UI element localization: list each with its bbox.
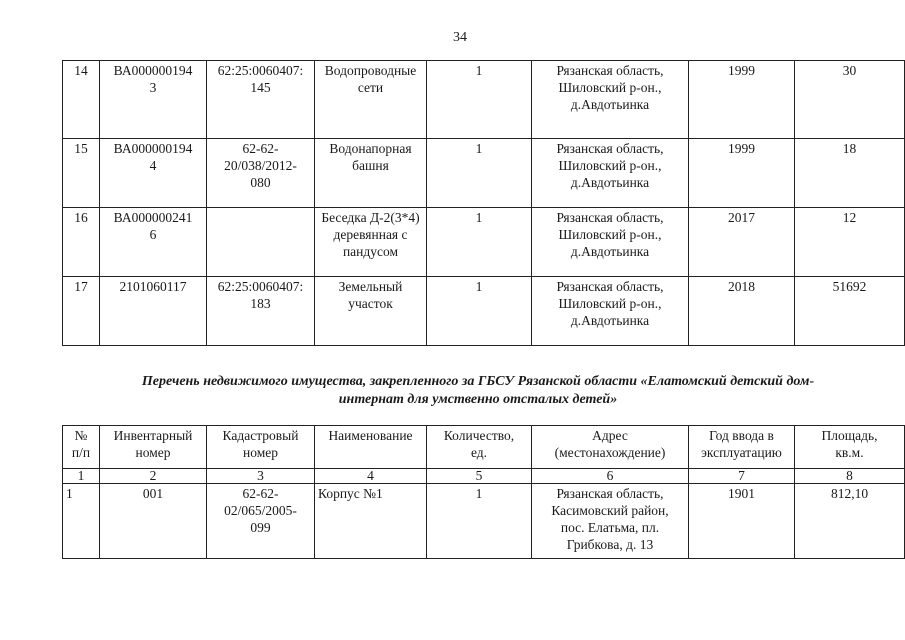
cell-name-line: пандусом: [342, 244, 399, 259]
column-number-line: 5: [475, 468, 483, 483]
cell-name-line: Водонапорная: [329, 141, 412, 156]
cell-inventory-number: [100, 208, 207, 277]
cell-quantity: [427, 208, 532, 277]
cell-name-line: башня: [352, 158, 389, 173]
cell-year: [689, 484, 795, 559]
cell-area: [795, 277, 905, 346]
cell-number-line: 1: [66, 486, 73, 501]
cell-quantity: [427, 139, 532, 208]
cell-name-line: участок: [348, 296, 393, 311]
cell-year: [689, 139, 795, 208]
section-heading: [108, 373, 848, 409]
column-header-line: Год ввода в: [709, 428, 774, 443]
cell-cadastral-number: [207, 139, 315, 208]
column-header: [795, 426, 905, 469]
cell-area: [795, 139, 905, 208]
column-header-line: номер: [135, 445, 171, 460]
table-row: [63, 208, 905, 277]
cell-address-line: д.Авдотьинка: [570, 175, 650, 190]
cell-name-line: Земельный: [338, 279, 403, 294]
cell-inventory-number-line: ВА000000194: [113, 141, 193, 156]
table-header-row: [63, 426, 905, 469]
cell-address-line: д.Авдотьинка: [570, 244, 650, 259]
property-table-continued: [62, 60, 905, 346]
cell-cadastral-number: [207, 61, 315, 139]
cell-cadastral-number-line: 62-62-: [242, 486, 279, 501]
column-number-line: 8: [846, 468, 853, 483]
cell-area-line: 51692: [832, 279, 867, 294]
cell-address-line: Шиловский р-он.,: [558, 227, 662, 242]
column-header-line: Площадь,: [821, 428, 878, 443]
column-header: [207, 426, 315, 469]
cell-address-line: Шиловский р-он.,: [558, 296, 662, 311]
column-header-line: Наименование: [328, 428, 413, 443]
cell-year-line: 1999: [728, 63, 755, 78]
cell-cadastral-number-line: 20/038/2012-: [224, 158, 297, 173]
column-header-line: Количество,: [443, 428, 515, 443]
cell-cadastral-number-line: 62:25:0060407:: [217, 63, 304, 78]
cell-cadastral-number-line: 080: [250, 175, 271, 190]
cell-number: [63, 61, 100, 139]
cell-area: [795, 484, 905, 559]
cell-quantity-line: 1: [475, 486, 483, 501]
cell-area-line: 18: [842, 141, 857, 156]
column-header: [427, 426, 532, 469]
cell-name-line: деревянная с: [333, 227, 408, 242]
cell-address-line: Шиловский р-он.,: [558, 158, 662, 173]
cell-address: [532, 208, 689, 277]
cell-quantity-line: 1: [475, 63, 483, 78]
table-row: [63, 139, 905, 208]
cell-name-line: Беседка Д-2(3*4): [321, 210, 420, 225]
column-number: [427, 469, 532, 484]
cell-inventory-number-line: 4: [149, 158, 157, 173]
cell-cadastral-number-line: 62-62-: [242, 141, 279, 156]
cell-number: [63, 139, 100, 208]
cell-cadastral-number: [207, 208, 315, 277]
column-header-line: Адрес: [592, 428, 628, 443]
cell-address: [532, 277, 689, 346]
cell-year-line: 1901: [728, 486, 755, 501]
cell-area: [795, 208, 905, 277]
cell-name: [315, 208, 427, 277]
cell-number: [63, 277, 100, 346]
column-number: [795, 469, 905, 484]
table-row: [63, 484, 905, 559]
cell-year: [689, 208, 795, 277]
cell-cadastral-number: [207, 484, 315, 559]
column-header-line: п/п: [71, 445, 91, 460]
cell-quantity-line: 1: [475, 210, 483, 225]
cell-inventory-number-line: 001: [142, 486, 164, 501]
cell-number-line: 15: [74, 141, 88, 156]
cell-address-line: д.Авдотьинка: [570, 313, 650, 328]
cell-quantity-line: 1: [475, 279, 483, 294]
column-number-line: 3: [257, 468, 264, 483]
column-header-line: №: [74, 428, 88, 443]
cell-name-line: сети: [357, 80, 384, 95]
cell-address: [532, 139, 689, 208]
cell-cadastral-number-line: 145: [250, 80, 271, 95]
section-heading-line-1: Перечень недвижимого имущества, закрепленного за ГБСУ Рязанской области «Елатомский детский дом-: [141, 374, 815, 389]
table-row: [63, 277, 905, 346]
cell-address: [532, 484, 689, 559]
cell-address-line: Касимовский район,: [551, 503, 669, 518]
cell-address-line: д.Авдотьинка: [570, 97, 650, 112]
column-header: [63, 426, 100, 469]
column-header: [532, 426, 689, 469]
column-header-line: кв.м.: [835, 445, 864, 460]
cell-area-line: 12: [842, 210, 857, 225]
cell-inventory-number-line: 3: [149, 80, 157, 95]
cell-year: [689, 277, 795, 346]
cell-inventory-number-line: ВА000000241: [113, 210, 193, 225]
cell-cadastral-number-line: 02/065/2005-: [224, 503, 297, 518]
column-header-line: номер: [242, 445, 278, 460]
cell-address-line: Рязанская область,: [556, 279, 664, 294]
column-header-line: Кадастровый: [222, 428, 299, 443]
cell-quantity: [427, 61, 532, 139]
cell-year-line: 2017: [728, 210, 755, 225]
cell-number-line: 17: [74, 279, 88, 294]
cell-address-line: пос. Елатьма, пл.: [560, 520, 660, 535]
cell-inventory-number: [100, 139, 207, 208]
table-row: [63, 61, 905, 139]
column-header: [689, 426, 795, 469]
column-number: [100, 469, 207, 484]
column-number: [315, 469, 427, 484]
cell-address: [532, 61, 689, 139]
cell-area-line: 812,10: [830, 486, 869, 501]
page-number: 34: [453, 30, 467, 45]
cell-name: [315, 61, 427, 139]
column-header-line: Инвентарный: [113, 428, 193, 443]
column-number: [63, 469, 100, 484]
cell-name-line: Водопроводные: [324, 63, 417, 78]
cell-name: [315, 277, 427, 346]
cell-address-line: Рязанская область,: [556, 486, 664, 501]
section-heading-line-2: интернат для умственно отсталых детей»: [338, 392, 618, 407]
cell-address-line: Рязанская область,: [556, 63, 664, 78]
cell-number-line: 16: [74, 210, 88, 225]
cell-address-line: Рязанская область,: [556, 141, 664, 156]
property-table-elatma: [62, 425, 905, 559]
cell-address-line: Грибкова, д. 13: [566, 537, 654, 552]
cell-inventory-number: [100, 61, 207, 139]
cell-inventory-number: [100, 484, 207, 559]
cell-cadastral-number-line: 099: [250, 520, 271, 535]
cell-inventory-number: [100, 277, 207, 346]
cell-cadastral-number: [207, 277, 315, 346]
cell-number-line: 14: [74, 63, 88, 78]
cell-inventory-number-line: 6: [149, 227, 157, 242]
cell-address-line: Шиловский р-он.,: [558, 80, 662, 95]
cell-name: [315, 139, 427, 208]
column-number: [532, 469, 689, 484]
cell-name-line: Корпус №1: [318, 486, 383, 501]
column-header-line: эксплуатацию: [701, 445, 782, 460]
column-number-line: 2: [149, 468, 157, 483]
column-number-row: [63, 469, 905, 484]
column-header: [315, 426, 427, 469]
cell-name: [315, 484, 427, 559]
cell-area: [795, 61, 905, 139]
column-number-line: 1: [77, 468, 85, 483]
cell-inventory-number-line: ВА000000194: [113, 63, 193, 78]
column-number: [689, 469, 795, 484]
cell-quantity-line: 1: [475, 141, 483, 156]
cell-cadastral-number-line: 183: [250, 296, 271, 311]
cell-year: [689, 61, 795, 139]
cell-quantity: [427, 277, 532, 346]
column-header: [100, 426, 207, 469]
cell-inventory-number-line: 2101060117: [119, 279, 187, 294]
cell-number: [63, 208, 100, 277]
cell-year-line: 2018: [728, 279, 755, 294]
column-number-line: 7: [738, 468, 745, 483]
cell-cadastral-number-line: 62:25:0060407:: [217, 279, 304, 294]
column-number-line: 4: [367, 468, 374, 483]
column-number-line: 6: [606, 468, 614, 483]
cell-year-line: 1999: [728, 141, 755, 156]
column-header-line: ед.: [470, 445, 488, 460]
column-number: [207, 469, 315, 484]
cell-number: [63, 484, 100, 559]
column-header-line: (местонахождение): [554, 445, 666, 460]
cell-area-line: 30: [842, 63, 857, 78]
cell-address-line: Рязанская область,: [556, 210, 664, 225]
cell-quantity: [427, 484, 532, 559]
